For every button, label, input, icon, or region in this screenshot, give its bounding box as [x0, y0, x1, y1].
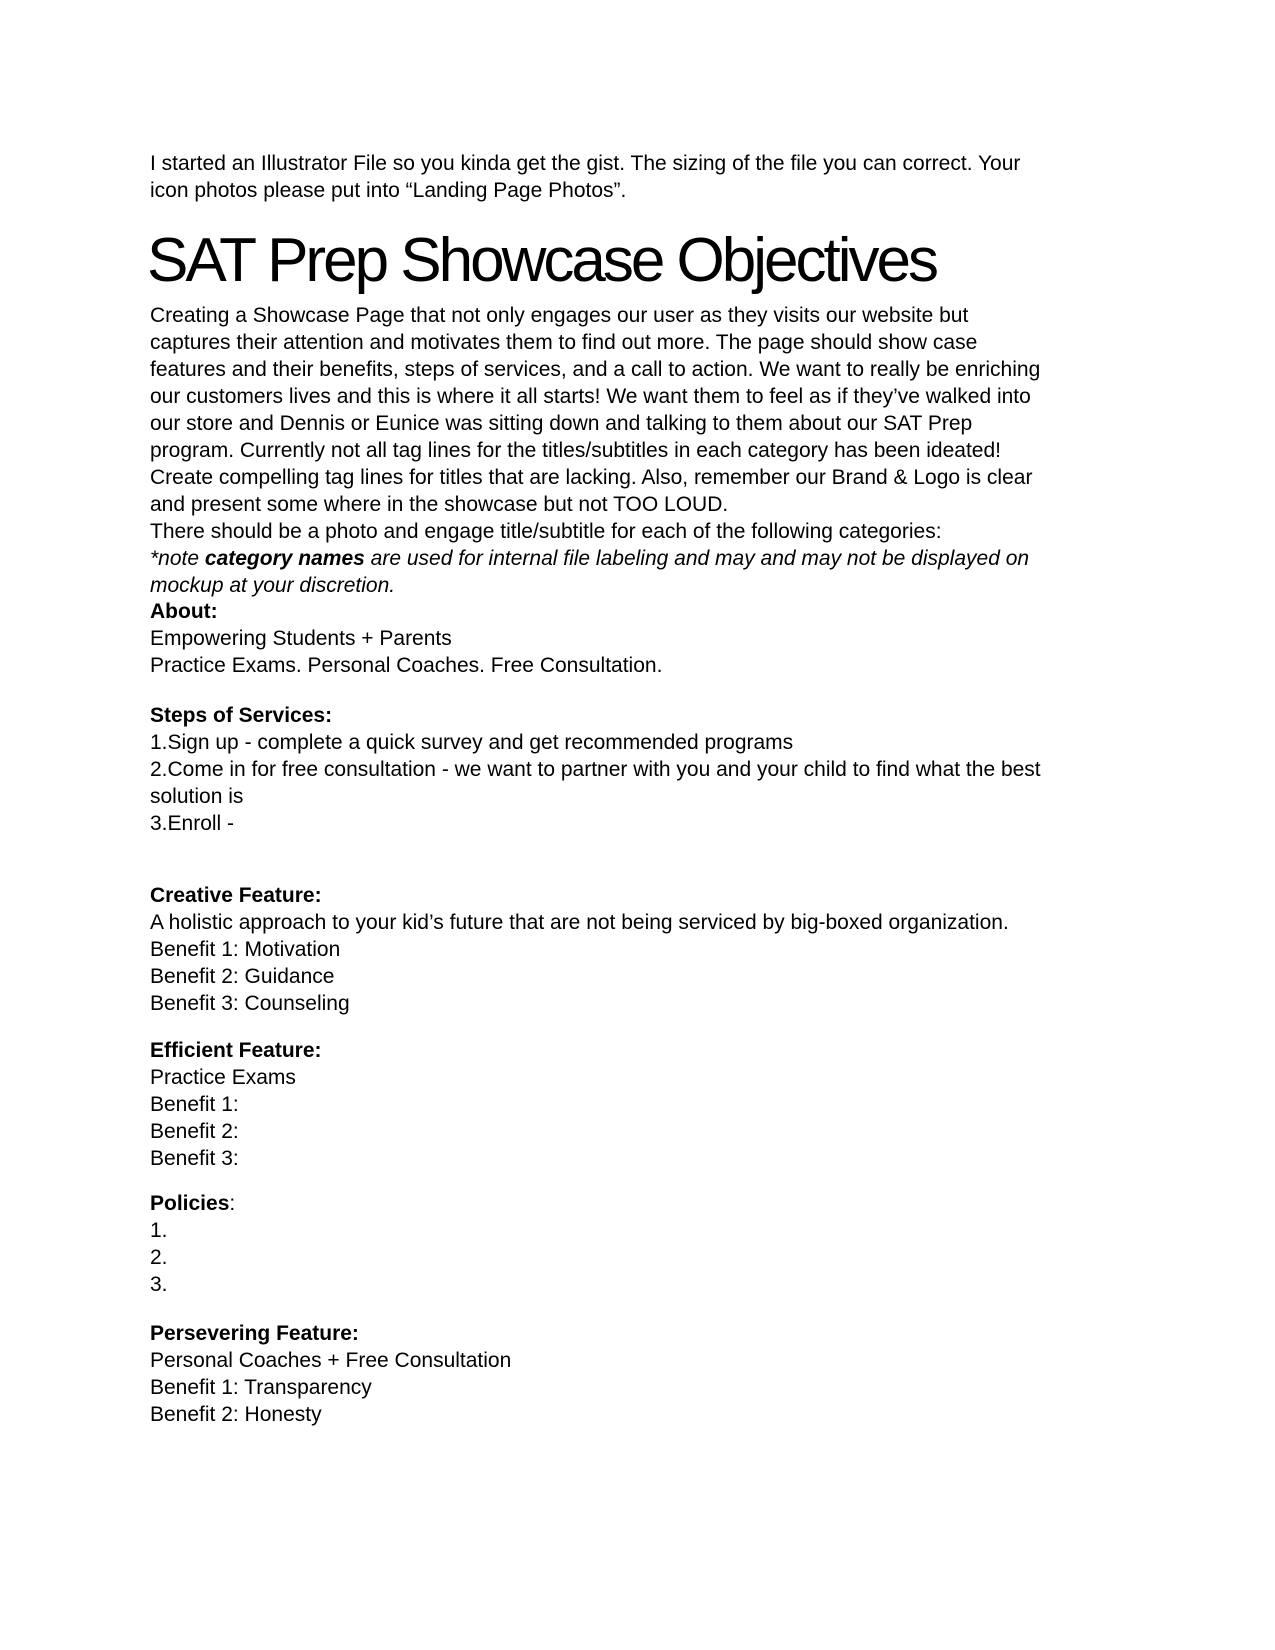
section-line: Benefit 1: Transparency	[150, 1376, 372, 1399]
section-heading: Creative Feature:	[150, 884, 322, 907]
section-line: Benefit 3:	[150, 1147, 239, 1170]
policies-heading-colon: :	[229, 1192, 236, 1215]
objectives-line: program. Currently not all tag lines for the titles/subtitles in each category has been ideated!	[150, 439, 1001, 462]
section-line: Benefit 1: Motivation	[150, 938, 341, 961]
section-line: 2.Come in for free consultation - we want to partner with you and your child to find what the best	[150, 758, 1041, 781]
section-line: A holistic approach to your kid’s future that are not being serviced by big-boxed organization.	[150, 911, 1009, 934]
section-line: 3.	[150, 1273, 168, 1296]
section-line: Benefit 2:	[150, 1120, 239, 1143]
policies-section	[150, 1190, 235, 1298]
persevering-feature-section	[150, 1320, 511, 1428]
section-line: solution is	[150, 785, 244, 808]
note-prefix: *note	[150, 547, 205, 570]
intro-line: icon photos please put into “Landing Page Photos”.	[150, 179, 627, 202]
objectives-line: Create compelling tag lines for titles that are lacking. Also, remember our Brand & Logo is clear	[150, 466, 1033, 489]
section-line: Benefit 3: Counseling	[150, 992, 350, 1015]
section-heading: Persevering Feature:	[150, 1322, 359, 1345]
objectives-line: Creating a Showcase Page that not only engages our user as they visits our website but	[150, 304, 969, 327]
objectives-line: and present some where in the showcase but not TOO LOUD.	[150, 493, 729, 516]
note-bold-term: category names	[204, 547, 365, 570]
section-heading: About:	[150, 600, 218, 623]
note-line: mockup at your discretion.	[150, 574, 396, 597]
note-line	[150, 545, 1040, 572]
section-line: Practice Exams	[150, 1066, 296, 1089]
objectives-line: our store and Dennis or Eunice was sitting down and talking to them about our SAT Prep	[150, 412, 973, 435]
section-heading	[150, 1190, 235, 1217]
steps-section	[150, 702, 1041, 837]
section-line: Benefit 2: Honesty	[150, 1403, 322, 1426]
section-line: Empowering Students + Parents	[150, 627, 452, 650]
efficient-feature-section	[150, 1037, 322, 1172]
objectives-line: There should be a photo and engage title/subtitle for each of the following categories:	[150, 520, 942, 543]
intro-line: I started an Illustrator File so you kinda get the gist. The sizing of the file you can correct. Your	[150, 152, 1021, 175]
section-line: Benefit 1:	[150, 1093, 239, 1116]
section-line: Practice Exams. Personal Coaches. Free Consultation.	[150, 654, 663, 677]
objectives-paragraph	[150, 302, 1040, 599]
section-heading: Efficient Feature:	[150, 1039, 322, 1062]
note-rest: are used for internal file labeling and may and may not be displayed on	[364, 547, 1030, 570]
section-heading: Steps of Services:	[150, 704, 333, 727]
section-line: Personal Coaches + Free Consultation	[150, 1349, 512, 1372]
objectives-line: captures their attention and motivates them to find out more. The page should show case	[150, 331, 978, 354]
document-title: SAT Prep Showcase Objectives	[147, 226, 936, 295]
policies-heading-text: Policies	[150, 1192, 230, 1215]
section-line: Benefit 2: Guidance	[150, 965, 335, 988]
section-line: 1.Sign up - complete a quick survey and get recommended programs	[150, 731, 794, 754]
section-line: 2.	[150, 1246, 168, 1269]
creative-feature-section	[150, 882, 1009, 1017]
about-section	[150, 598, 662, 679]
section-line: 3.Enroll -	[150, 812, 235, 835]
objectives-line: our customers lives and this is where it all starts! We want them to feel as if they’ve walked into	[150, 385, 1031, 408]
section-line: 1.	[150, 1219, 168, 1242]
intro-paragraph	[150, 150, 1020, 204]
objectives-line: features and their benefits, steps of services, and a call to action. We want to really be enriching	[150, 358, 1041, 381]
